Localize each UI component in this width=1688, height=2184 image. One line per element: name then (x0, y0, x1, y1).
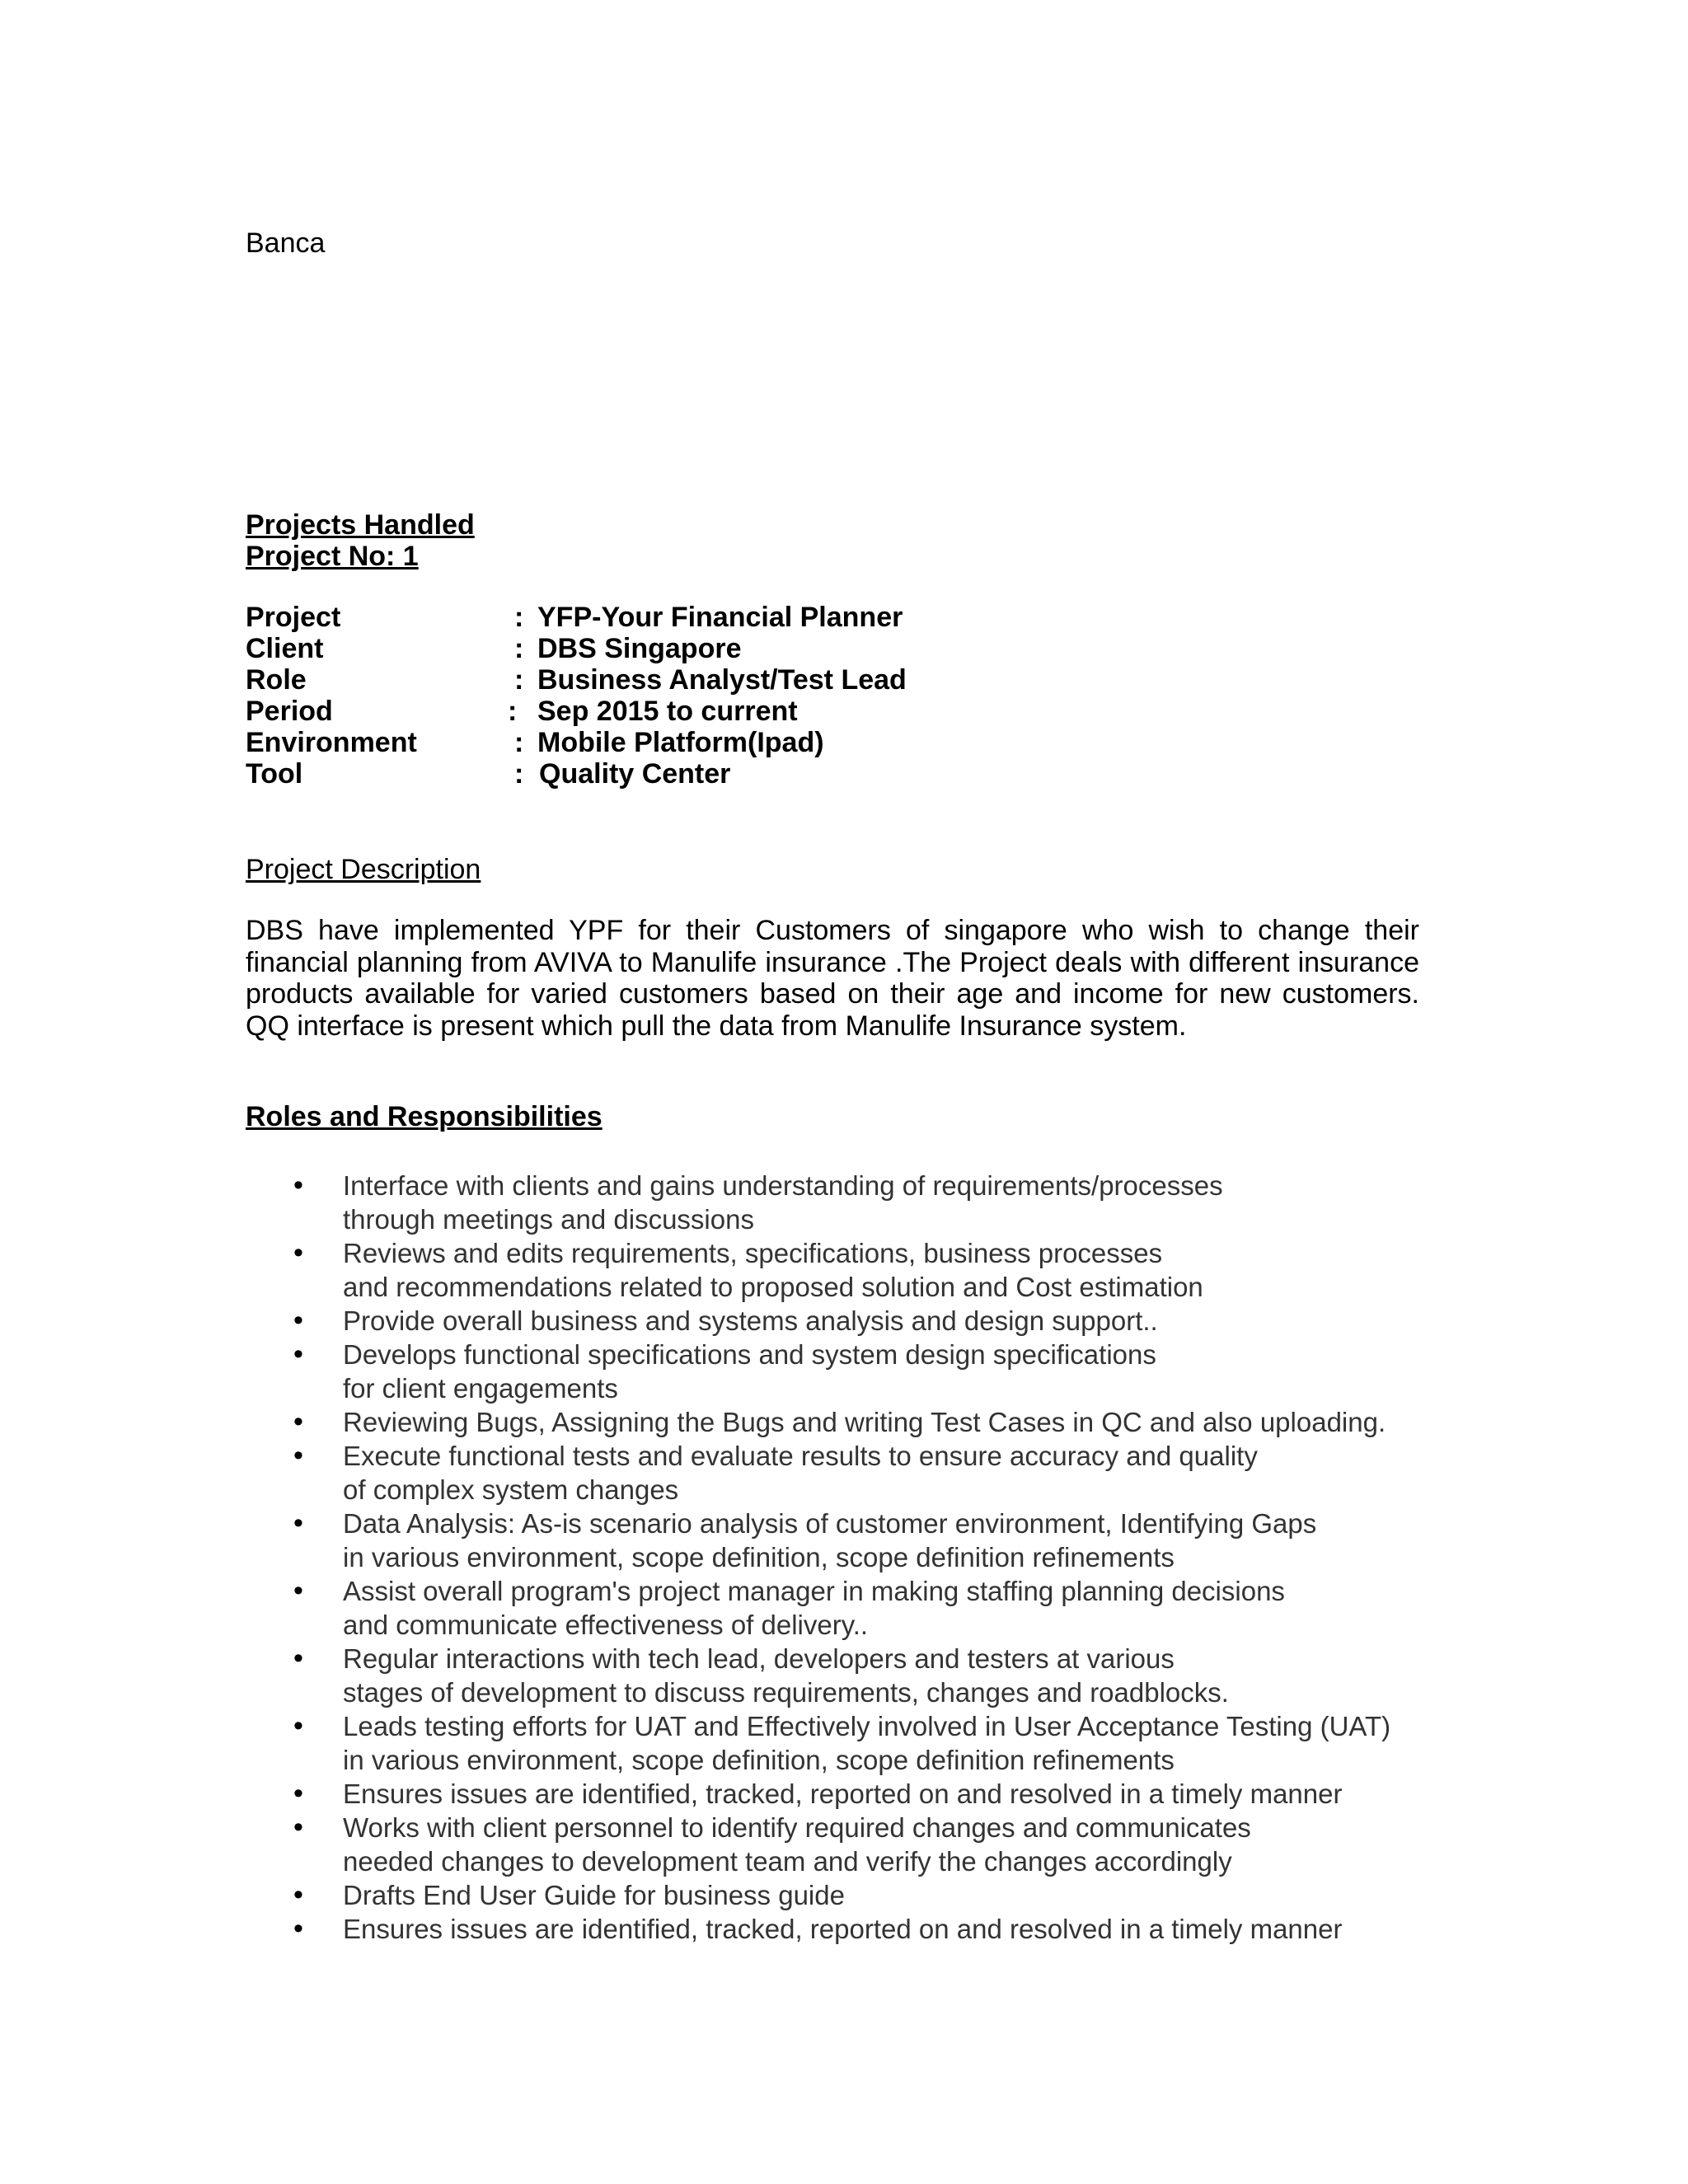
field-colon: : (514, 758, 524, 790)
list-item-text: Provide overall business and systems analysis and design support.. (343, 1305, 1158, 1336)
list-item-text: Ensures issues are identified, tracked, reported on and resolved in a timely manner (343, 1914, 1343, 1944)
bullet-icon: • (293, 1338, 303, 1370)
header-text: Banca (246, 227, 326, 259)
field-value-environment: Mobile Platform(Ipad) (537, 727, 824, 758)
list-item-text: Data Analysis: As-is scenario analysis of customer environment, Identifying Gaps (343, 1508, 1317, 1539)
list-item-text: Execute functional tests and evaluate results to ensure accuracy and quality (343, 1441, 1258, 1471)
field-colon: : (508, 696, 518, 727)
list-item-text: stages of development to discuss requirements, changes and roadblocks. (343, 1677, 1229, 1708)
list-item-text: Ensures issues are identified, tracked, reported on and resolved in a timely manner (343, 1779, 1343, 1809)
field-label-period: Period (246, 696, 333, 727)
field-value-tool: Quality Center (539, 758, 731, 790)
field-label-role: Role (246, 664, 307, 696)
project-number: Project No: 1 (246, 541, 419, 572)
list-item-text: and communicate effectiveness of delivery.. (343, 1610, 869, 1640)
list-item (293, 1338, 1439, 1405)
list-item-text: for client engagements (343, 1373, 618, 1404)
list-item (293, 1236, 1439, 1304)
list-item (293, 1439, 1439, 1507)
list-item (293, 1405, 1439, 1439)
field-label-client: Client (246, 633, 324, 664)
list-item-text: Regular interactions with tech lead, developers and testers at various (343, 1643, 1175, 1674)
list-item-text: of complex system changes (343, 1474, 679, 1505)
roles-section-title: Roles and Responsibilities (246, 1101, 603, 1132)
field-value-role: Business Analyst/Test Lead (537, 664, 907, 696)
list-item (293, 1507, 1439, 1574)
field-colon: : (514, 727, 524, 758)
list-item-text: Works with client personnel to identify required changes and communicates (343, 1812, 1251, 1843)
list-item (293, 1777, 1439, 1811)
list-item-text: in various environment, scope definition, scope definition refinements (343, 1542, 1175, 1572)
list-item-text: Interface with clients and gains understanding of requirements/processes (343, 1170, 1223, 1201)
project-description-title: Project Description (246, 854, 481, 885)
field-label-environment: Environment (246, 727, 417, 758)
list-item-text: Reviews and edits requirements, specifications, business processes (343, 1238, 1163, 1268)
bullet-icon: • (293, 1811, 303, 1843)
list-item-text: Leads testing efforts for UAT and Effectively involved in User Acceptance Testing (UAT) (343, 1711, 1391, 1741)
field-value-period: Sep 2015 to current (537, 696, 798, 727)
bullet-icon: • (293, 1778, 303, 1809)
bullet-icon: • (293, 1710, 303, 1741)
list-item-text: needed changes to development team and verify the changes accordingly (343, 1846, 1232, 1877)
list-item-text: Assist overall program's project manager in making staffing planning decisions (343, 1576, 1285, 1606)
field-value-client: DBS Singapore (537, 633, 742, 664)
field-label-project: Project (246, 602, 341, 633)
bullet-icon: • (293, 1169, 303, 1201)
bullet-icon: • (293, 1913, 303, 1944)
list-item-text: through meetings and discussions (343, 1204, 754, 1235)
bullet-icon: • (293, 1406, 303, 1437)
list-item (293, 1709, 1439, 1777)
bullet-icon: • (293, 1507, 303, 1539)
bullet-icon: • (293, 1575, 303, 1606)
bullet-icon: • (293, 1237, 303, 1268)
bullet-icon: • (293, 1440, 303, 1471)
list-item (293, 1574, 1439, 1642)
list-item-text: and recommendations related to proposed solution and Cost estimation (343, 1272, 1203, 1302)
field-label-tool: Tool (246, 758, 303, 790)
bullet-icon: • (293, 1305, 303, 1336)
project-description-body: DBS have implemented YPF for their Customers of singapore who wish to change their financial planning from AVIVA to Manulife insurance .The Project deals with different insurance products available for varied customers based on their age and income for new customers. QQ interface is present which pull the data from Manulife Insurance system. (246, 915, 1419, 1042)
list-item (293, 1878, 1439, 1912)
projects-section-title: Projects Handled (246, 509, 475, 541)
list-item-text: Develops functional specifications and system design specifications (343, 1339, 1156, 1370)
field-colon: : (514, 633, 524, 664)
list-item (293, 1304, 1439, 1338)
bullet-icon: • (293, 1879, 303, 1910)
bullet-icon: • (293, 1643, 303, 1674)
list-item (293, 1811, 1439, 1878)
responsibilities-list (293, 1169, 1439, 1946)
list-item-text: Reviewing Bugs, Assigning the Bugs and writing Test Cases in QC and also uploading. (343, 1407, 1386, 1437)
list-item (293, 1642, 1439, 1709)
field-colon: : (514, 602, 524, 633)
list-item-text: in various environment, scope definition, scope definition refinements (343, 1745, 1175, 1775)
field-colon: : (514, 664, 524, 696)
list-item (293, 1169, 1439, 1236)
list-item-text: Drafts End User Guide for business guide (343, 1880, 845, 1910)
list-item (293, 1912, 1439, 1946)
field-value-project: YFP-Your Financial Planner (537, 602, 903, 633)
